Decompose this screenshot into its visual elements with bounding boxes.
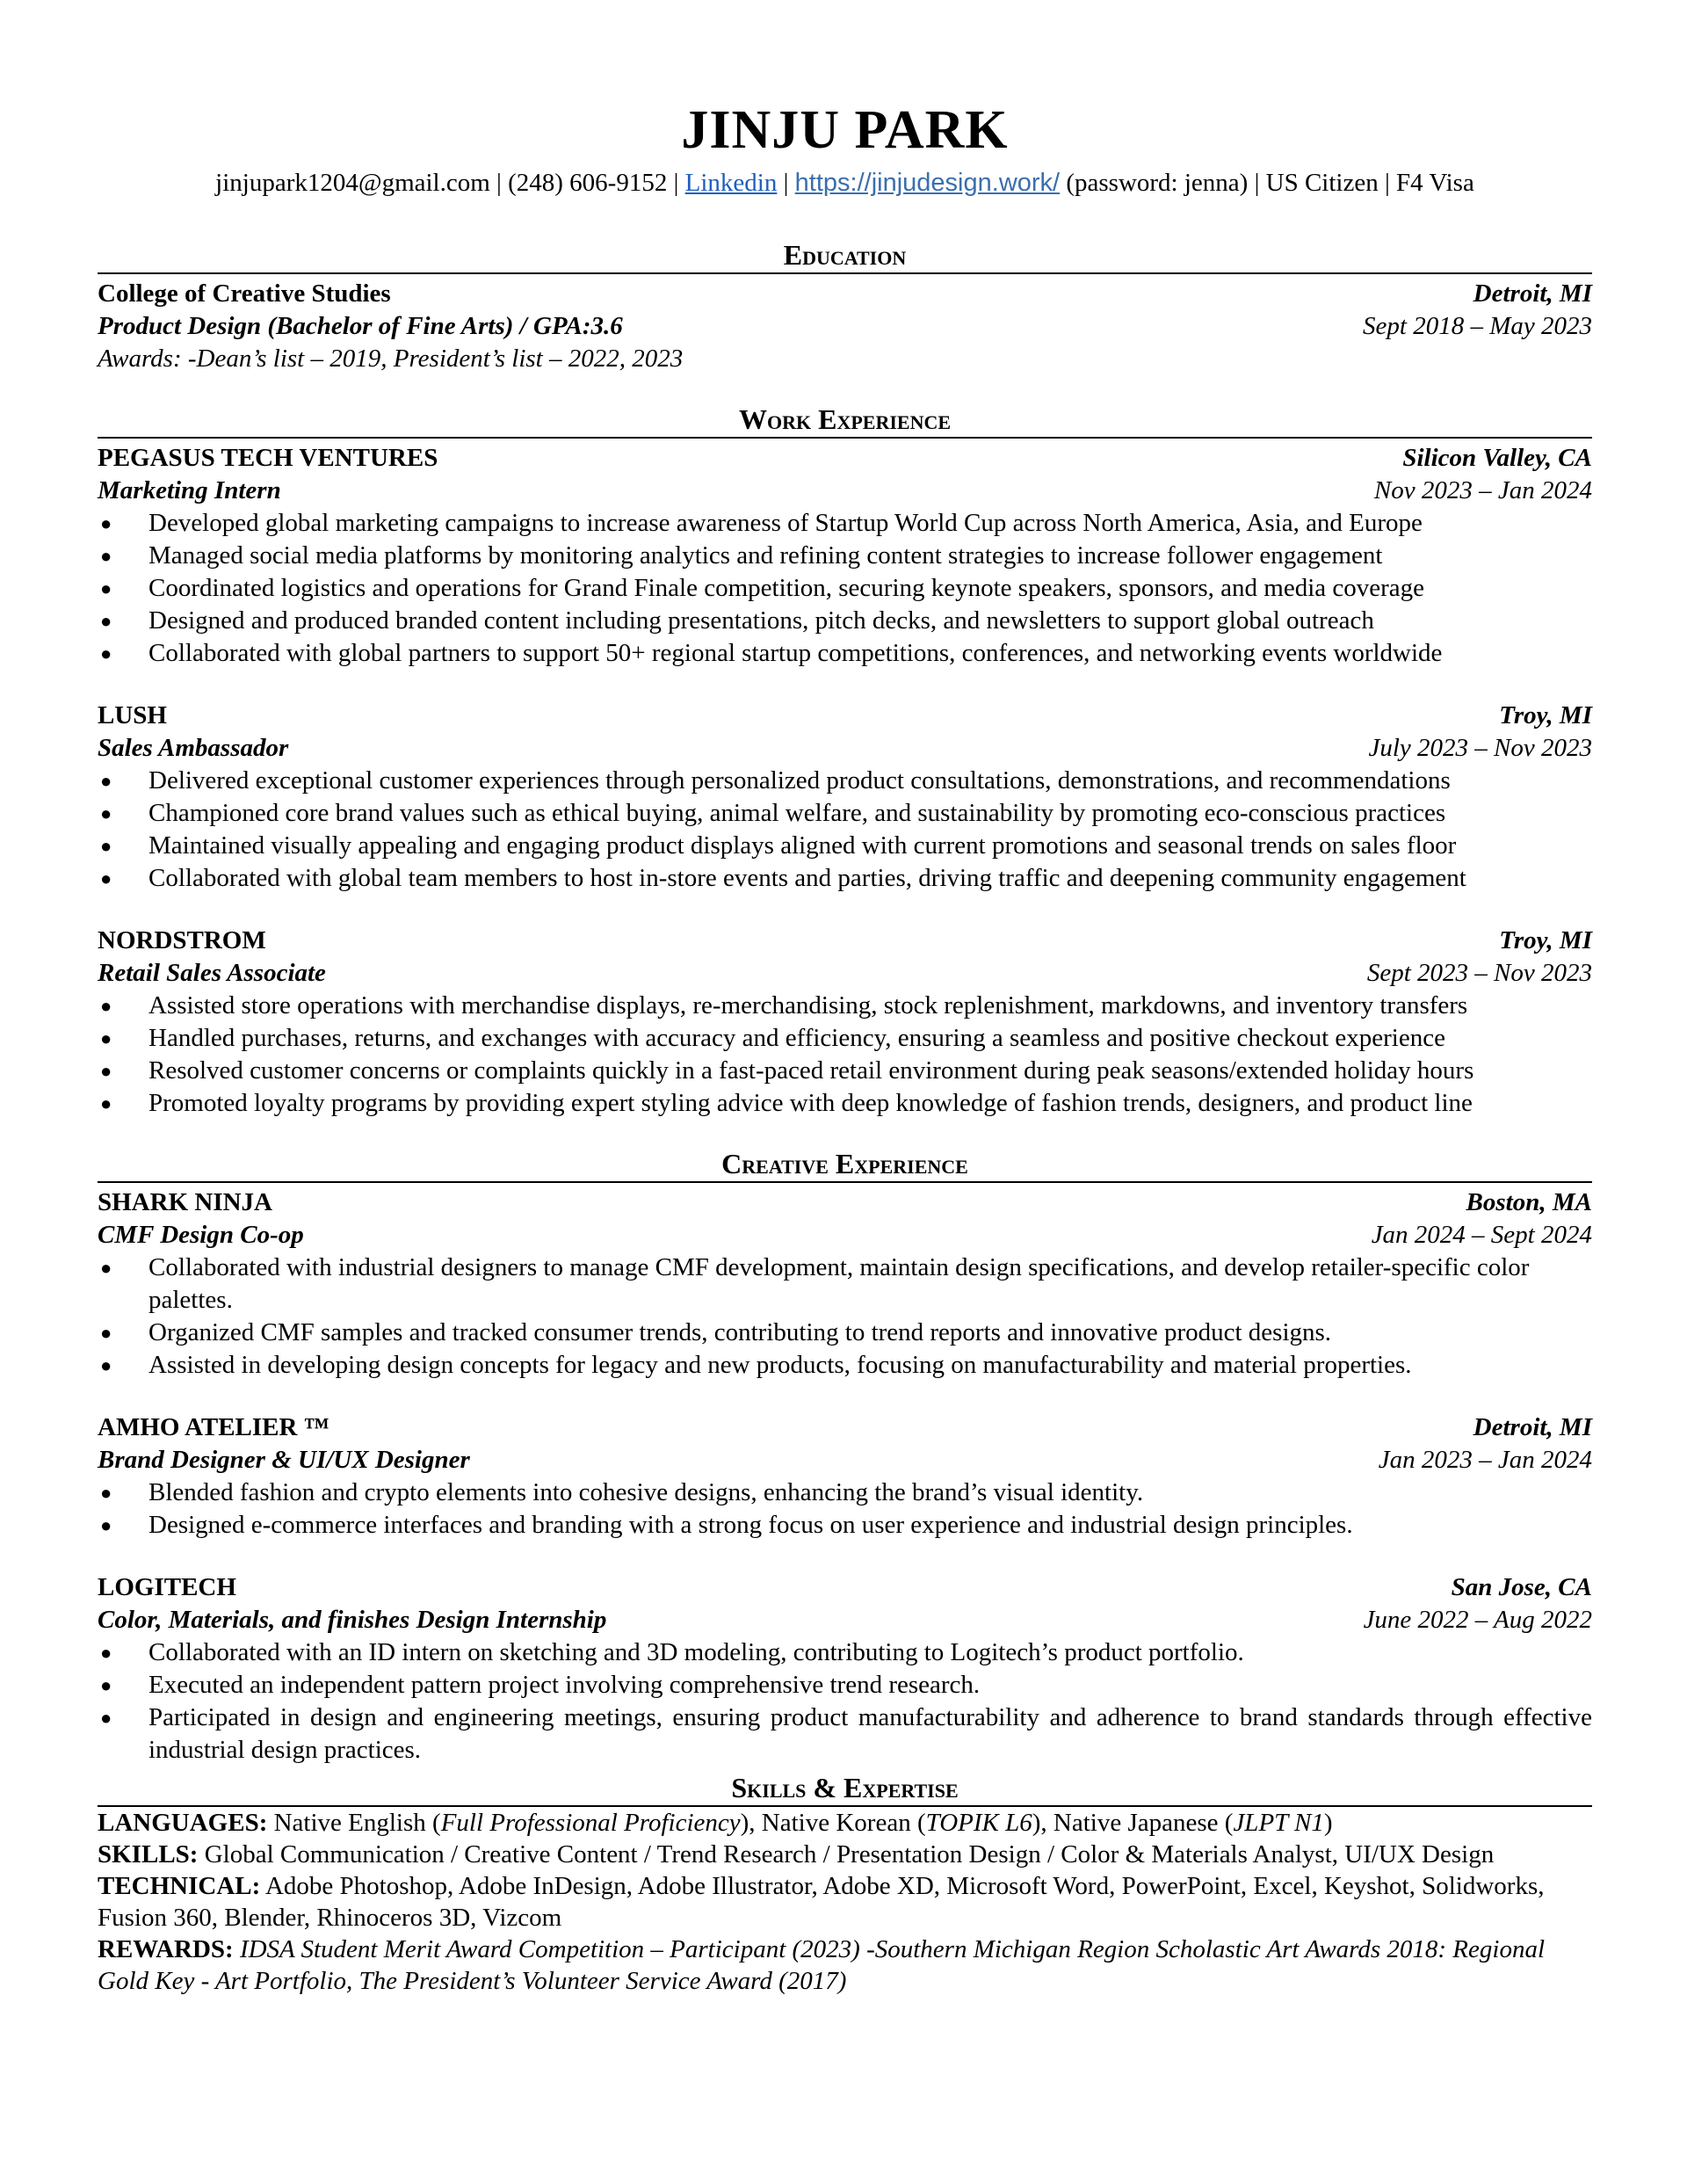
work-entries [98,442,1592,1120]
work-entry [98,700,1592,895]
school-name: College of Creative Studies [98,279,391,308]
bullet-list [98,507,1592,670]
bullet-dot-icon: ● [100,1482,112,1504]
employer: LUSH [98,701,167,729]
job-title: CMF Design Co-op [98,1221,304,1249]
section-title-skills: Skills & Expertise [98,1770,1592,1807]
creative-entry [98,1411,1592,1542]
job-title: Sales Ambassador [98,734,289,762]
section-title-education: Education [98,237,1592,274]
job-dates: Jan 2023 – Jan 2024 [1378,1446,1592,1474]
bullet-dot-icon: ● [100,1322,112,1344]
job-title: Brand Designer & UI/UX Designer [98,1446,470,1474]
bullet-dot-icon: ● [100,610,112,632]
bullet-dot-icon: ● [100,512,112,534]
job-dates: Nov 2023 – Jan 2024 [1373,476,1592,504]
bullet-item: ● Blended fashion and crypto elements into cohesive designs, enhancing the brand’s visual identity. [98,1477,1592,1509]
job-dates: July 2023 – Nov 2023 [1368,734,1592,762]
email-address[interactable]: jinjupark1204@gmail.com [215,169,490,197]
bullet-dot-icon: ● [100,1354,112,1376]
bullet-dot-icon: ● [100,835,112,857]
bullet-list [98,1252,1592,1382]
bullet-item: ● Developed global marketing campaigns to increase awareness of Startup World Cup across North America, Asia, and Europe [98,507,1592,540]
bullet-dot-icon: ● [100,545,112,567]
section-title-work: Work Experience [98,402,1592,439]
job-dates: June 2022 – Aug 2022 [1363,1606,1592,1634]
skills-block [98,1807,1592,1997]
password-note: (password: jenna) [1060,169,1249,197]
education-dates: Sept 2018 – May 2023 [1363,312,1592,340]
skills-line: SKILLS: Global Communication / Creative Content / Trend Research / Presentation Design / Color & Materials Analyst, UI/UX Design [98,1840,1495,1868]
bullet-item: ● Organized CMF samples and tracked consumer trends, contributing to trend reports and innovative product designs. [98,1317,1592,1349]
contact-line: jinjupark1204@gmail.com | (248) 606-9152 | Linkedin | https://jinjudesign.work/ (password: jenna) | US Citizen | F4 Visa [215,169,1474,197]
bullet-item: ● Designed e-commerce interfaces and branding with a strong focus on user experience and industrial design principles. [98,1509,1592,1542]
bullet-item: ● Handled purchases, returns, and exchanges with accuracy and efficiency, ensuring a seamless and positive checkout experience [98,1022,1592,1055]
bullet-dot-icon: ● [100,995,112,1017]
bullet-item: ● Executed an independent pattern project involving comprehensive trend research. [98,1669,1592,1701]
bullet-item: ● Assisted in developing design concepts for legacy and new products, focusing on manufacturability and material properties. [98,1349,1592,1382]
job-location: Troy, MI [1499,701,1592,729]
bullet-dot-icon: ● [100,1092,112,1114]
work-entry [98,442,1592,670]
languages-line: LANGUAGES: Native English (Full Professional Proficiency), Native Korean (TOPIK L6), Native Japanese (JLPT N1) [98,1809,1333,1837]
bullet-item: ● Designed and produced branded content including presentations, pitch decks, and newsletters to support global outreach [98,605,1592,637]
bullet-item: ● Coordinated logistics and operations for Grand Finale competition, securing keynote speakers, sponsors, and media coverage [98,572,1592,605]
technical-line: TECHNICAL: Adobe Photoshop, Adobe InDesign, Adobe Illustrator, Adobe XD, Microsoft Word, PowerPoint, Excel, Keyshot, Solidworks, Fusion 360, Blender, Rhinoceros 3D, Vizcom [98,1872,1545,1932]
section-title-creative: Creative Experience [98,1146,1592,1183]
bullet-dot-icon: ● [100,1257,112,1279]
bullet-list [98,765,1592,895]
degree: Product Design (Bachelor of Fine Arts) / GPA:3.6 [98,312,623,340]
employer: SHARK NINJA [98,1188,272,1216]
job-title: Retail Sales Associate [98,959,326,987]
bullet-item: ● Collaborated with global team members to host in-store events and parties, driving traffic and deepening community engagement [98,862,1592,895]
employer: LOGITECH [98,1573,236,1601]
bullet-dot-icon: ● [100,1707,112,1729]
portfolio-link[interactable]: https://jinjudesign.work/ [794,169,1061,197]
visa-status: F4 Visa [1396,169,1474,197]
bullet-item: ● Championed core brand values such as ethical buying, animal welfare, and sustainability by promoting eco-conscious practices [98,797,1592,830]
bullet-item: ● Assisted store operations with merchandise displays, re-merchandising, stock replenishment, markdowns, and inventory transfers [98,990,1592,1022]
bullet-dot-icon: ● [100,577,112,599]
bullet-item: ● Maintained visually appealing and engaging product displays aligned with current promotions and seasonal trends on sales floor [98,830,1592,862]
bullet-dot-icon: ● [100,1027,112,1049]
education-entry [98,278,1592,375]
job-location: Silicon Valley, CA [1402,444,1592,472]
bullet-item: ● Collaborated with global partners to support 50+ regional startup competitions, conferences, and networking events worldwide [98,637,1592,670]
job-title: Marketing Intern [98,476,281,504]
bullet-item: ● Resolved customer concerns or complaints quickly in a fast-paced retail environment during peak seasons/extended holiday hours [98,1055,1592,1087]
bullet-dot-icon: ● [100,802,112,824]
school-location: Detroit, MI [1473,279,1592,308]
work-entry [98,925,1592,1120]
bullet-item: ● Managed social media platforms by monitoring analytics and refining content strategies to increase follower engagement [98,540,1592,572]
phone-number: (248) 606-9152 [508,169,668,197]
bullet-item: ● Delivered exceptional customer experiences through personalized product consultations, demonstrations, and recommendations [98,765,1592,797]
job-location: Boston, MA [1466,1188,1592,1216]
rewards-line: REWARDS: IDSA Student Merit Award Competition – Participant (2023) -Southern Michigan Region Scholastic Art Awards 2018: Regional Gold Key - Art Portfolio, The President’s Volunteer Service Award (2017) [98,1935,1546,1995]
bullet-list [98,990,1592,1120]
bullet-item: ● Collaborated with an ID intern on sketching and 3D modeling, contributing to Logitech’s product portfolio. [98,1636,1592,1669]
candidate-name: JINJU PARK [681,100,1009,160]
bullet-dot-icon: ● [100,1674,112,1696]
job-location: San Jose, CA [1451,1573,1592,1601]
education-awards: Awards: -Dean’s list – 2019, President’s list – 2022, 2023 [98,345,684,373]
bullet-item: ● Promoted loyalty programs by providing expert styling advice with deep knowledge of fashion trends, designers, and product line [98,1087,1592,1120]
bullet-item: ● Participated in design and engineering meetings, ensuring product manufacturability and adherence to brand standards through effective industrial design practices. [100,1703,1592,1764]
bullet-dot-icon: ● [100,1060,112,1082]
bullet-list [98,1477,1592,1542]
job-location: Detroit, MI [1473,1413,1592,1441]
employer: NORDSTROM [98,926,266,954]
creative-entry [98,1186,1592,1382]
job-dates: Jan 2024 – Sept 2024 [1371,1221,1592,1249]
bullet-list [98,1636,1592,1767]
bullet-item: ● Collaborated with industrial designers to manage CMF development, maintain design specifications, and develop retailer-specific color palettes. [100,1253,1530,1314]
bullet-dot-icon: ● [100,1514,112,1536]
creative-entry [98,1571,1592,1767]
bullet-dot-icon: ● [100,642,112,664]
employer: PEGASUS TECH VENTURES [98,444,438,472]
citizenship: US Citizen [1265,169,1379,197]
job-title: Color, Materials, and finishes Design Internship [98,1606,607,1634]
employer: AMHO ATELIER ™ [98,1413,329,1441]
linkedin-link[interactable]: Linkedin [684,169,778,197]
bullet-dot-icon: ● [100,770,112,792]
bullet-dot-icon: ● [100,867,112,889]
job-dates: Sept 2023 – Nov 2023 [1366,959,1592,987]
job-location: Troy, MI [1499,926,1592,954]
bullet-dot-icon: ● [100,1642,112,1664]
creative-entries [98,1186,1592,1767]
